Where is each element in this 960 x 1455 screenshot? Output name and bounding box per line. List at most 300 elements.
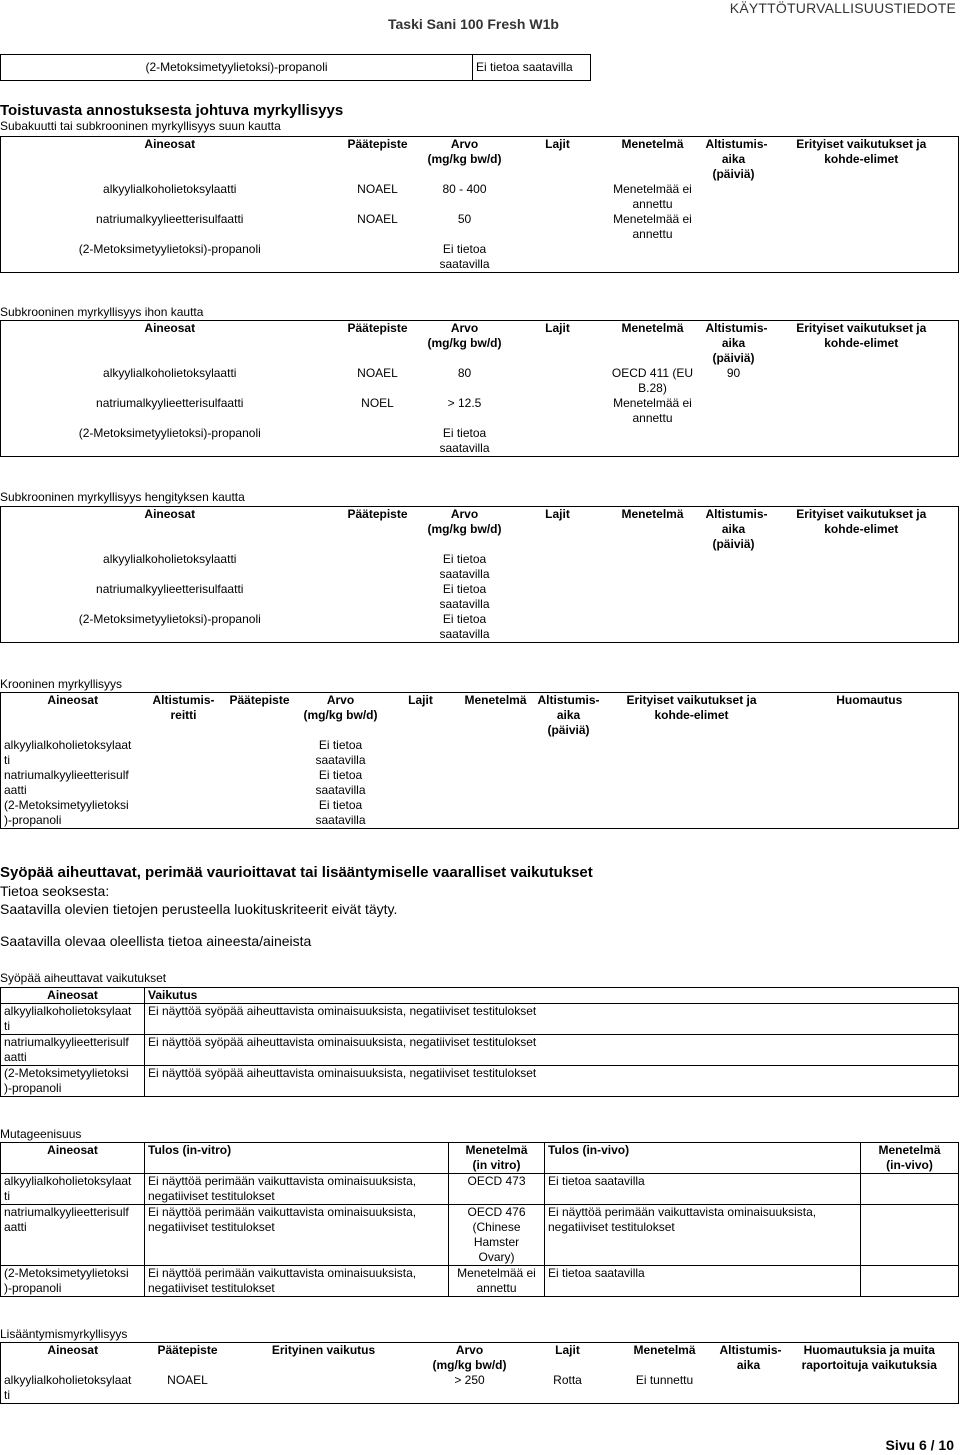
component-name: (2-Metoksimetyylietoksi)-propanoli	[78, 242, 261, 256]
erityiset-l1: Erityiset vaikutukset ja	[796, 321, 927, 335]
value	[297, 768, 385, 798]
table-row	[1, 1035, 959, 1066]
reproductive-table	[0, 1342, 958, 1404]
inhalation-section	[0, 490, 958, 504]
altistus-l2: aika	[721, 336, 746, 350]
value-l1: Ei tietoa	[442, 612, 487, 626]
species	[513, 242, 603, 273]
endpoint	[339, 582, 417, 612]
species	[513, 582, 603, 612]
name-l1: natriumalkyylieetterisulf	[4, 1205, 129, 1219]
component-name: (2-Metoksimetyylietoksi)-propanoli	[78, 426, 261, 440]
altistus-l3: (päiviä)	[712, 167, 755, 181]
erityiset-l1: Erityiset vaikutukset ja	[796, 137, 927, 151]
erityiset-l2: kohde-elimet	[654, 708, 729, 722]
endpoint	[339, 426, 417, 457]
method	[603, 212, 703, 242]
dermal-section	[0, 305, 958, 319]
days	[703, 582, 765, 612]
inhalation-toxicity-table	[0, 506, 958, 643]
component-name	[1, 1205, 145, 1266]
altistus-l2: aika	[556, 708, 581, 722]
endpoint	[223, 798, 297, 829]
value-l1: Ei tietoa	[318, 768, 363, 782]
component-name: natriumalkyylieetterisulfaatti	[96, 396, 244, 410]
header-paatepiste: Päätepiste	[347, 507, 408, 521]
component-name	[1, 768, 145, 798]
erityiset-l1: Erityiset vaikutukset ja	[626, 693, 757, 707]
method-l1: Menetelmää ei	[613, 182, 692, 196]
table-row	[1, 582, 959, 612]
component-name: alkyylialkoholietoksylaatti	[103, 366, 237, 380]
method-l2: B.28)	[638, 381, 667, 395]
header-erityiset	[765, 321, 959, 367]
effect-text: Ei näyttöä syöpää aiheuttavista ominaisuuksista, negatiiviset testitulokset	[145, 1004, 959, 1035]
page-number: Sivu 6 / 10	[885, 1437, 954, 1453]
header-aineosat: Aineosat	[47, 693, 99, 707]
method-l2: annettu	[632, 411, 673, 425]
result-l1: Ei näyttöä perimään vaikuttavista ominaisuuksista,	[148, 1266, 417, 1280]
vitro-result	[145, 1205, 449, 1266]
species	[385, 798, 457, 829]
species	[513, 366, 603, 396]
page-header	[0, 0, 960, 40]
met-l1: Menetelmä	[878, 1143, 941, 1157]
header-lajit: Lajit	[408, 693, 433, 707]
carcinogenicity-section	[0, 971, 958, 985]
vivo-result	[545, 1205, 861, 1266]
met-l2: (in-vivo)	[886, 1158, 933, 1172]
header-altistus	[703, 321, 768, 367]
name-l2: ti	[4, 753, 10, 767]
header-aineosat: Aineosat	[144, 507, 196, 521]
endpoint	[339, 242, 417, 273]
header-tulos-vivo: Tulos (in-vivo)	[545, 1143, 861, 1174]
arvo-unit: (mg/kg bw/d)	[432, 1358, 507, 1372]
table-row	[1, 612, 959, 643]
method	[457, 798, 535, 829]
species	[513, 426, 603, 457]
component-name: (2-Metoksimetyylietoksi)-propanoli	[78, 612, 261, 626]
endpoint	[339, 612, 417, 643]
value-l2: saatavilla	[439, 257, 490, 271]
table-row	[1, 1174, 959, 1205]
header-arvo	[417, 321, 513, 367]
effects	[765, 582, 959, 612]
endpoint: NOAEL	[357, 182, 398, 196]
name-l2: ti	[4, 1189, 10, 1203]
days	[703, 612, 765, 643]
header-arvo	[297, 693, 385, 739]
value-cell: Ei tietoa saatavilla	[473, 55, 591, 81]
method	[603, 242, 703, 273]
header-altistus	[535, 693, 603, 739]
header-erityiset	[765, 507, 959, 553]
vivo-result: Ei tietoa saatavilla	[545, 1266, 861, 1297]
method	[603, 366, 703, 396]
days	[535, 738, 603, 768]
header-lajit: Lajit	[555, 1343, 580, 1357]
section-subtitle: Subkrooninen myrkyllisyys hengityksen kautta	[0, 490, 245, 504]
header-huomautus: Huomautus	[836, 693, 903, 707]
header-aineosat: Aineosat	[1, 1143, 145, 1174]
name-l2: )-propanoli	[4, 1081, 62, 1095]
component-name: natriumalkyylieetterisulfaatti	[96, 212, 244, 226]
method	[603, 396, 703, 426]
method	[603, 552, 703, 582]
method	[603, 582, 703, 612]
table-row	[1, 182, 959, 212]
effect-text: Ei näyttöä syöpää aiheuttavista ominaisuuksista, negatiiviset testitulokset	[145, 1066, 959, 1097]
species	[513, 212, 603, 242]
header-altistus	[703, 137, 768, 183]
result-l2: negatiiviset testitulokset	[148, 1220, 275, 1234]
header-menetelma: Menetelmä	[633, 1343, 696, 1357]
header-aineosat: Aineosat	[1, 988, 145, 1004]
days	[535, 768, 603, 798]
arvo-label: Arvo	[450, 507, 479, 521]
cmr-line-1: Tietoa seoksesta:	[0, 883, 110, 899]
section-subtitle: Subkrooninen myrkyllisyys ihon kautta	[0, 305, 204, 319]
component-name	[1, 1266, 145, 1297]
huom-l1: Huomautuksia ja muita	[803, 1343, 935, 1357]
header-menetelma-vivo	[861, 1143, 959, 1174]
value-l2: saatavilla	[315, 813, 366, 827]
header-paatepiste: Päätepiste	[229, 693, 290, 707]
dermal-toxicity-table	[0, 320, 958, 457]
value-l1: Ei tietoa	[318, 798, 363, 812]
vitro-method	[449, 1205, 545, 1266]
value-l2: saatavilla	[439, 597, 490, 611]
table-row	[1, 1205, 959, 1266]
header-paatepiste: Päätepiste	[157, 1343, 218, 1357]
arvo-label: Arvo	[450, 321, 479, 335]
vitro-result	[145, 1266, 449, 1297]
endpoint	[223, 738, 297, 768]
header-menetelma: Menetelmä	[621, 507, 684, 521]
erityiset-l1: Erityiset vaikutukset ja	[796, 507, 927, 521]
endpoint: NOAEL	[167, 1373, 208, 1387]
header-erityiset	[603, 693, 781, 739]
value-l2: saatavilla	[315, 753, 366, 767]
species: Rotta	[553, 1373, 582, 1387]
notes	[781, 798, 959, 829]
component-name	[1, 1066, 145, 1097]
value	[417, 552, 513, 582]
method	[603, 612, 703, 643]
reitti-l1: Altistumis-	[152, 693, 215, 707]
effect-text: Ei näyttöä syöpää aiheuttavista ominaisuuksista, negatiiviset testitulokset	[145, 1035, 959, 1066]
section-subtitle: Subakuutti tai subkrooninen myrkyllisyys suun kautta	[0, 119, 281, 133]
cmr-section	[0, 864, 958, 949]
table-row	[1, 1266, 959, 1297]
component-name	[1, 738, 145, 768]
days	[703, 552, 765, 582]
name-l1: natriumalkyylieetterisulf	[4, 1035, 129, 1049]
chronic-toxicity-table	[0, 692, 958, 829]
value: > 250	[454, 1373, 485, 1387]
species	[513, 612, 603, 643]
effects	[765, 426, 959, 457]
value-l1: Ei tietoa	[442, 242, 487, 256]
altistus-l3: (päiviä)	[712, 537, 755, 551]
endpoint: NOAEL	[357, 212, 398, 226]
vivo-method	[861, 1266, 959, 1297]
effects	[603, 798, 781, 829]
erityiset-l2: kohde-elimet	[824, 152, 899, 166]
component-name	[1, 798, 145, 829]
effects	[765, 612, 959, 643]
header-aineosat: Aineosat	[144, 137, 196, 151]
arvo-label: Arvo	[450, 137, 479, 151]
vivo-l1: Ei näyttöä perimään vaikuttavista ominaisuuksista,	[548, 1205, 817, 1219]
name-l1: alkyylialkoholietoksylaat	[4, 1004, 132, 1018]
effects	[765, 182, 959, 212]
value	[417, 612, 513, 643]
section-subtitle: Mutageenisuus	[0, 1127, 82, 1141]
value: 80 - 400	[442, 182, 487, 196]
header-arvo	[417, 1343, 523, 1374]
effects	[603, 768, 781, 798]
method	[457, 768, 535, 798]
altistus-l1: Altistumis-	[537, 693, 600, 707]
continuation-table	[0, 54, 958, 81]
days	[717, 1373, 781, 1404]
name-l1: (2-Metoksimetyylietoksi	[4, 1266, 129, 1280]
mutagenicity-table	[0, 1142, 958, 1297]
component-name	[1, 1035, 145, 1066]
notes	[781, 768, 959, 798]
arvo-label: Arvo	[326, 693, 355, 707]
altistus-l2: aika	[721, 522, 746, 536]
method-l2: annettu	[476, 1281, 517, 1295]
days	[535, 798, 603, 829]
vitro-result	[145, 1174, 449, 1205]
species	[513, 182, 603, 212]
header-huomautuksia	[781, 1343, 959, 1374]
method-l1: Menetelmää ei	[457, 1266, 536, 1280]
section-subtitle: Lisääntymismyrkyllisyys	[0, 1327, 128, 1341]
method-l2: annettu	[632, 227, 673, 241]
altistus-l2: aika	[736, 1358, 761, 1372]
method	[603, 426, 703, 457]
cmr-line-2: Saatavilla olevien tietojen perusteella luokituskriteerit eivät täyty.	[0, 901, 398, 917]
route	[145, 768, 223, 798]
header-lajit: Lajit	[545, 507, 570, 521]
name-l1: (2-Metoksimetyylietoksi	[4, 1066, 129, 1080]
header-paatepiste: Päätepiste	[347, 137, 408, 151]
result-l1: Ei näyttöä perimään vaikuttavista ominaisuuksista,	[148, 1205, 417, 1219]
repeated-dose-section	[0, 102, 958, 133]
species	[513, 396, 603, 426]
product-name: Taski Sani 100 Fresh W1b	[388, 16, 559, 32]
result-l2: negatiiviset testitulokset	[148, 1281, 275, 1295]
header-lajit: Lajit	[545, 321, 570, 335]
header-menetelma: Menetelmä	[621, 321, 684, 335]
endpoint: NOAEL	[357, 366, 398, 380]
table-row	[1, 552, 959, 582]
altistus-l3: (päiviä)	[712, 351, 755, 365]
component-name: alkyylialkoholietoksylaatti	[103, 182, 237, 196]
name-l1: alkyylialkoholietoksylaat	[4, 1174, 132, 1188]
method	[457, 738, 535, 768]
name-l2: ti	[4, 1388, 10, 1402]
table-row	[1, 426, 959, 457]
vitro-method: OECD 473	[449, 1174, 545, 1205]
method-l2: annettu	[632, 197, 673, 211]
component-name	[1, 1373, 145, 1404]
document-type: KÄYTTÖTURVALLISUUSTIEDOTE	[729, 0, 956, 16]
vivo-result: Ei tietoa saatavilla	[545, 1174, 861, 1205]
method-l1: OECD 476	[467, 1205, 526, 1219]
met-l2: (in vitro)	[472, 1158, 521, 1172]
value	[417, 582, 513, 612]
name-l2: aatti	[4, 783, 27, 797]
name-l1: (2-Metoksimetyylietoksi	[4, 798, 129, 812]
table-row	[1, 1004, 959, 1035]
result-l1: Ei näyttöä perimään vaikuttavista ominaisuuksista,	[148, 1174, 417, 1188]
altistus-l1: Altistumis-	[719, 1343, 782, 1357]
value	[297, 738, 385, 768]
table-row	[1, 738, 959, 768]
value-l2: saatavilla	[315, 783, 366, 797]
vivo-method	[861, 1174, 959, 1205]
effects	[765, 366, 959, 396]
header-menetelma: Menetelmä	[464, 693, 527, 707]
days	[703, 182, 765, 212]
altistus-l1: Altistumis-	[705, 507, 768, 521]
effects	[765, 396, 959, 426]
name-l2: )-propanoli	[4, 1281, 62, 1295]
effects	[765, 552, 959, 582]
arvo-unit: (mg/kg bw/d)	[427, 522, 502, 536]
arvo-label: Arvo	[455, 1343, 484, 1357]
name-l1: alkyylialkoholietoksylaat	[4, 1373, 132, 1387]
effects	[765, 212, 959, 242]
mutagenicity-section	[0, 1127, 958, 1141]
arvo-unit: (mg/kg bw/d)	[427, 336, 502, 350]
header-menetelma-vitro	[449, 1143, 545, 1174]
table-row	[1, 212, 959, 242]
component-name	[1, 1004, 145, 1035]
method: Ei tunnettu	[635, 1373, 694, 1387]
arvo-unit: (mg/kg bw/d)	[303, 708, 378, 722]
component-name: alkyylialkoholietoksylaatti	[103, 552, 237, 566]
reitti-l2: reitti	[170, 708, 197, 722]
component-name: (2-Metoksimetyylietoksi)-propanoli	[1, 55, 473, 81]
method-l1: Menetelmää ei	[613, 212, 692, 226]
altistus-l1: Altistumis-	[705, 137, 768, 151]
table-row	[1, 768, 959, 798]
method-l4: Ovary)	[478, 1250, 515, 1264]
header-tulos-vitro: Tulos (in-vitro)	[145, 1143, 449, 1174]
route	[145, 738, 223, 768]
value-l2: saatavilla	[439, 627, 490, 641]
table-row	[1, 366, 959, 396]
notes	[781, 738, 959, 768]
value-l2: saatavilla	[439, 441, 490, 455]
header-aineosat: Aineosat	[47, 1343, 99, 1357]
table-row	[1, 798, 959, 829]
days	[703, 396, 765, 426]
special-effect	[231, 1373, 417, 1404]
table-row	[1, 242, 959, 273]
value	[417, 242, 513, 273]
method-l2: (Chinese	[472, 1220, 521, 1234]
species	[385, 768, 457, 798]
name-l1: alkyylialkoholietoksylaat	[4, 738, 132, 752]
method-l1: OECD 411 (EU	[611, 366, 694, 380]
value	[297, 798, 385, 829]
cmr-line-3: Saatavilla olevaa oleellista tietoa aineesta/aineista	[0, 933, 312, 949]
method-l1: Menetelmää ei	[613, 396, 692, 410]
table-row	[1, 396, 959, 426]
chronic-section	[0, 677, 958, 691]
vivo-method	[861, 1205, 959, 1266]
notes	[781, 1373, 959, 1404]
header-lajit: Lajit	[545, 137, 570, 151]
oral-toxicity-table	[0, 136, 958, 273]
endpoint: NOEL	[361, 396, 394, 410]
header-altistus	[717, 1343, 781, 1374]
endpoint	[223, 768, 297, 798]
species	[513, 552, 603, 582]
carcinogenicity-table	[0, 987, 958, 1097]
header-arvo	[417, 137, 513, 183]
method-l3: Hamster	[473, 1235, 520, 1249]
name-l2: aatti	[4, 1220, 27, 1234]
result-l2: negatiiviset testitulokset	[148, 1189, 275, 1203]
endpoint	[339, 552, 417, 582]
value-l1: Ei tietoa	[318, 738, 363, 752]
value: > 12.5	[447, 396, 482, 410]
name-l2: ti	[4, 1019, 10, 1033]
huom-l2: raportoituja vaikutuksia	[801, 1358, 937, 1372]
header-erityinen: Erityinen vaikutus	[271, 1343, 376, 1357]
erityiset-l2: kohde-elimet	[824, 522, 899, 536]
header-paatepiste: Päätepiste	[347, 321, 408, 335]
component-name: natriumalkyylieetterisulfaatti	[96, 582, 244, 596]
vivo-l2: negatiiviset testitulokset	[548, 1220, 675, 1234]
section-subtitle: Syöpää aiheuttavat vaikutukset	[0, 971, 167, 985]
vitro-method	[449, 1266, 545, 1297]
section-subtitle: Krooninen myrkyllisyys	[0, 677, 123, 691]
table-row	[1, 1066, 959, 1097]
value	[417, 426, 513, 457]
component-name	[1, 1174, 145, 1205]
met-l1: Menetelmä	[465, 1143, 528, 1157]
value-l1: Ei tietoa	[442, 582, 487, 596]
value: 80	[457, 366, 472, 380]
header-reitti	[145, 693, 223, 739]
method	[603, 182, 703, 212]
name-l2: )-propanoli	[4, 813, 62, 827]
reproductive-section	[0, 1327, 958, 1341]
name-l2: aatti	[4, 1050, 27, 1064]
altistus-l1: Altistumis-	[705, 321, 768, 335]
effects	[603, 738, 781, 768]
value-l1: Ei tietoa	[442, 552, 487, 566]
route	[145, 798, 223, 829]
header-erityiset	[765, 137, 959, 183]
section-title: Toistuvasta annostuksesta johtuva myrkyllisyys	[0, 102, 344, 119]
value-l1: Ei tietoa	[442, 426, 487, 440]
altistus-l3: (päiviä)	[547, 723, 590, 737]
name-l1: natriumalkyylieetterisulf	[4, 768, 129, 782]
header-menetelma: Menetelmä	[621, 137, 684, 151]
value-l2: saatavilla	[439, 567, 490, 581]
days	[703, 426, 765, 457]
